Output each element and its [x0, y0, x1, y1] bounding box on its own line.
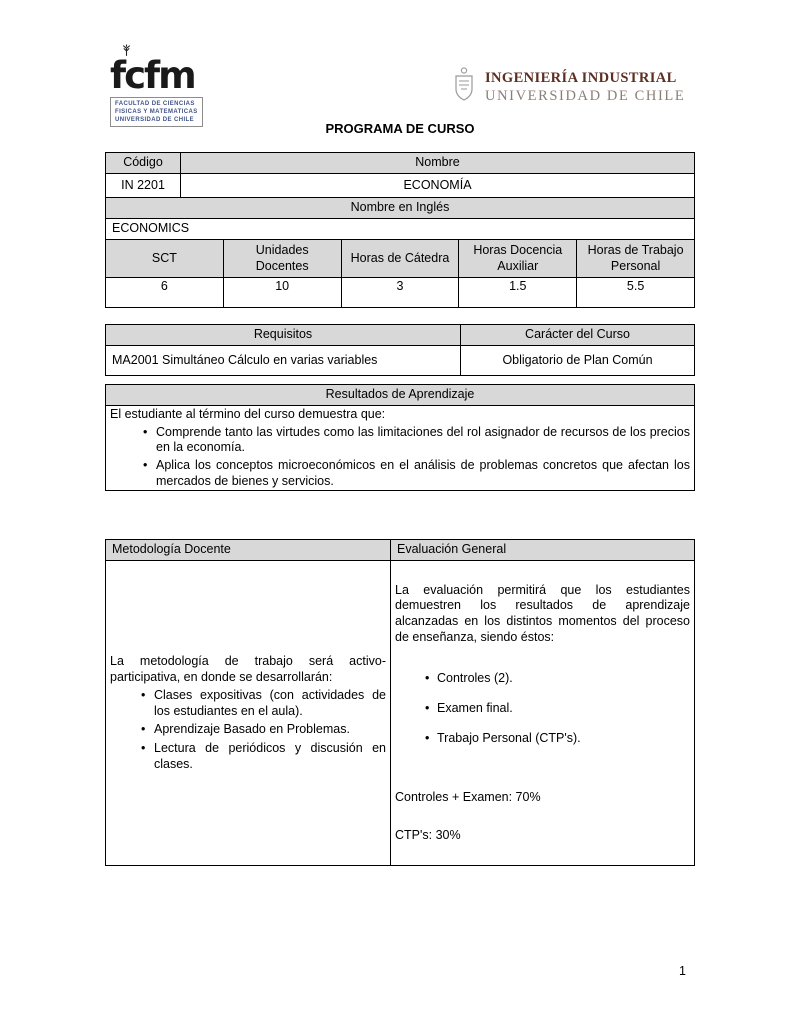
- table-row: [106, 219, 695, 240]
- fcfm-caption-line: FACULTAD DE CIENCIAS: [115, 101, 195, 108]
- metodologia-content: [106, 561, 391, 866]
- sct-header: SCT: [106, 240, 224, 278]
- fcfm-caption-line: FISICAS Y MATEMATICAS: [115, 109, 198, 116]
- nombre-ingles-value: ECONOMICS: [106, 219, 695, 240]
- requisitos-value: MA2001 Simultáneo Cálculo en varias variables: [106, 346, 461, 376]
- document-content: [105, 152, 695, 866]
- resultados-table: [105, 384, 695, 491]
- resultados-header: Resultados de Aprendizaje: [106, 385, 695, 406]
- table-row: [106, 561, 695, 866]
- list-item: • Trabajo Personal (CTP's).: [395, 731, 690, 747]
- requisitos-header: Requisitos: [106, 325, 461, 346]
- english-name-table: [105, 197, 695, 240]
- table-row: [106, 278, 695, 308]
- list-item: • Lectura de periódicos y discusión en clases.: [110, 741, 386, 772]
- list-item: • Clases expositivas (con actividades de los estudiantes en el aula).: [110, 688, 386, 719]
- ingenieria-industrial-text: [485, 70, 685, 105]
- page-title: PROGRAMA DE CURSO: [325, 121, 475, 136]
- evaluacion-content: [391, 561, 695, 866]
- horas-trabajo-personal-value: 5.5: [577, 278, 695, 308]
- list-item: • Controles (2).: [395, 671, 690, 687]
- table-row: [106, 325, 695, 346]
- sct-value: 6: [106, 278, 224, 308]
- page-number: 1: [679, 964, 686, 978]
- evaluacion-summary-controles: Controles + Examen: 70%: [395, 790, 541, 805]
- table-row: [106, 240, 695, 278]
- evaluacion-intro: La evaluación permitirá que los estudiantes demuestren los resultados de aprendizaje alcanzadas en los distintos momentos del proceso de enseñanza, siendo éstos:: [395, 582, 690, 644]
- table-row: [106, 346, 695, 376]
- fcfm-acronym: fcfm: [110, 54, 195, 97]
- nombre-ingles-header: Nombre en Inglés: [106, 198, 695, 219]
- fcfm-logo: [110, 44, 230, 127]
- table-row: [106, 540, 695, 561]
- table-row: [106, 198, 695, 219]
- table-row: [106, 385, 695, 406]
- list-item: • Aprendizaje Basado en Problemas.: [110, 722, 386, 738]
- caracter-curso-value: Obligatorio de Plan Común: [461, 346, 695, 376]
- unidades-docentes-value: 10: [223, 278, 341, 308]
- list-item: • Examen final.: [395, 701, 690, 717]
- table-row: [106, 174, 695, 198]
- resultados-intro: El estudiante al término del curso demuestra que:: [110, 407, 386, 421]
- horas-trabajo-personal-header: Horas de Trabajo Personal: [577, 240, 695, 278]
- horas-docencia-auxiliar-value: 1.5: [459, 278, 577, 308]
- evaluacion-summary-ctps: CTP's: 30%: [395, 827, 461, 842]
- codigo-value: IN 2201: [106, 174, 181, 198]
- caracter-curso-header: Carácter del Curso: [461, 325, 695, 346]
- course-code-table: [105, 152, 695, 198]
- hours-table: [105, 239, 695, 308]
- universidad-de-chile-title: UNIVERSIDAD DE CHILE: [485, 88, 686, 104]
- ingenieria-industrial-logo: [452, 66, 685, 109]
- list-item: • Comprende tanto las virtudes como las limitaciones del rol asignador de recursos de los precios en la economía.: [110, 425, 690, 456]
- nombre-header: Nombre: [181, 153, 695, 174]
- horas-catedra-value: 3: [341, 278, 459, 308]
- requisitos-table: [105, 324, 695, 376]
- metodologia-intro: La metodología de trabajo será activo-participativa, en donde se desarrollarán:: [110, 653, 386, 684]
- resultados-content: [106, 406, 695, 491]
- table-row: [106, 153, 695, 174]
- nombre-value: ECONOMÍA: [181, 174, 695, 198]
- table-row: [106, 406, 695, 491]
- codigo-header: Código: [106, 153, 181, 174]
- evaluacion-header: Evaluación General: [391, 540, 695, 561]
- list-item: • Aplica los conceptos microeconómicos en el análisis de problemas concretos que afectan los mercados de bienes y servicios.: [110, 458, 690, 489]
- ingenieria-industrial-title: INGENIERÍA INDUSTRIAL: [485, 70, 677, 86]
- university-crest-icon: [452, 66, 476, 109]
- metodologia-header: Metodología Docente: [106, 540, 391, 561]
- metodologia-evaluacion-table: [105, 539, 695, 866]
- unidades-docentes-header: Unidades Docentes: [223, 240, 341, 278]
- horas-catedra-header: Horas de Cátedra: [341, 240, 459, 278]
- fcfm-caption-line: UNIVERSIDAD DE CHILE: [115, 117, 195, 124]
- horas-docencia-auxiliar-header: Horas Docencia Auxiliar: [459, 240, 577, 278]
